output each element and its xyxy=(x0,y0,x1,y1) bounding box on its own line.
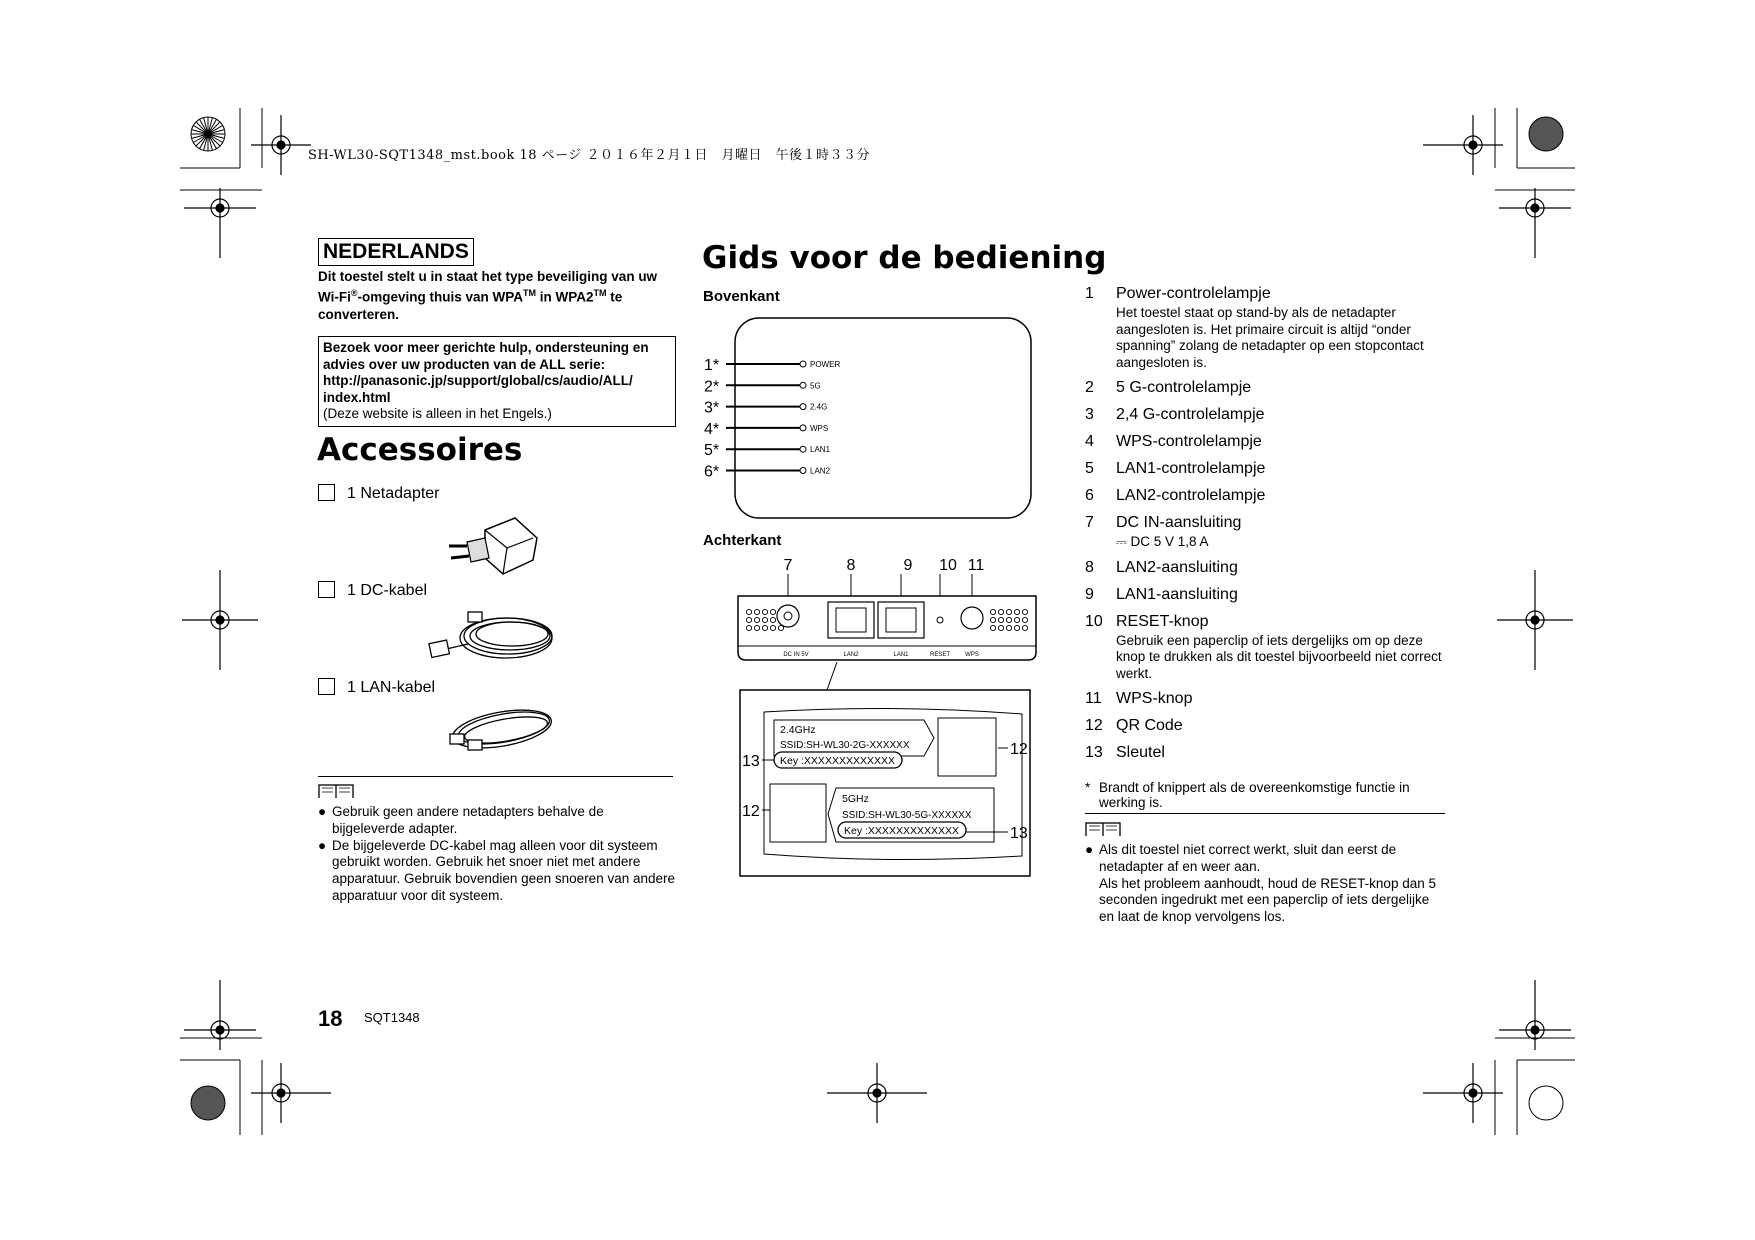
part-name: 5 G-controlelampje xyxy=(1116,379,1252,396)
book-icon xyxy=(1085,822,1121,836)
port-label: LAN2 xyxy=(843,652,859,658)
led-indicator xyxy=(800,425,806,431)
list-item xyxy=(1085,284,1445,371)
accessory-item: 1 DC-kabel xyxy=(318,581,427,600)
wps-button xyxy=(961,607,983,629)
accessories-title: Accessoires xyxy=(317,432,523,468)
reset-hole xyxy=(937,617,943,623)
list-item xyxy=(1085,716,1445,736)
part-name: LAN2-controlelampje xyxy=(1116,487,1266,504)
part-description: Het toestel staat op stand-by als de netadapter aangesloten is. Het primaire circuit is altijd “onder spanning” zolang de netadapter op een stopcontact aangesloten is. xyxy=(1116,305,1424,370)
book-icon xyxy=(318,784,354,798)
list-item xyxy=(1085,612,1445,683)
checkbox-icon xyxy=(318,484,335,501)
footnote: * Brandt of knippert als de overeenkomstige functie in werking is. xyxy=(1085,780,1410,810)
callout-label: 11 xyxy=(967,557,985,574)
part-number: 1 xyxy=(1085,285,1094,302)
callout-label: 13 xyxy=(742,753,760,770)
part-name: DC IN-aansluiting xyxy=(1116,514,1242,531)
dc-cable-illustration xyxy=(428,608,558,668)
top-view-diagram xyxy=(700,314,1040,522)
label-ssid: SSID:SH-WL30-5G-XXXXXX xyxy=(842,810,972,821)
part-name: WPS-controlelampje xyxy=(1116,433,1262,450)
part-name: RESET-knop xyxy=(1116,612,1209,630)
port-label: RESET xyxy=(929,652,951,658)
part-number: 8 xyxy=(1085,558,1094,576)
led-indicator xyxy=(800,382,806,388)
troubleshoot-note xyxy=(1085,842,1445,926)
list-item xyxy=(1085,378,1445,398)
list-item: ● De bijgeleverde DC-kabel mag alleen voor dit systeem gebruikt worden. Gebruik het snoer niet met andere apparatuur. Gebruik bovendien geen snoeren van andere apparatuur voor dit systeem. xyxy=(318,837,676,903)
qr-code-placeholder xyxy=(770,784,826,842)
checkbox-icon xyxy=(318,678,335,695)
led-indicator xyxy=(800,446,806,452)
label-ssid: SSID:SH-WL30-2G-XXXXXX xyxy=(780,740,910,751)
top-view-label: Bovenkant xyxy=(703,288,780,305)
label-band: 2.4GHz xyxy=(780,724,816,736)
part-name: LAN1-aansluiting xyxy=(1116,585,1238,603)
part-name: Sleutel xyxy=(1116,744,1165,761)
part-name: QR Code xyxy=(1116,717,1183,734)
print-header: SH-WL30-SQT1348_mst.book 18 ページ ２０１６年２月１日 月曜日 午後１時３３分 xyxy=(308,148,871,163)
led-label: 2.4G xyxy=(810,402,828,412)
lan-cable-illustration xyxy=(440,704,560,760)
parts-list xyxy=(1085,284,1445,770)
port-label: LAN1 xyxy=(893,652,909,658)
port-label: DC IN 5V xyxy=(783,652,809,658)
callout-label: 9 xyxy=(903,557,913,574)
list-item xyxy=(1085,486,1445,506)
label-key: Key :XXXXXXXXXXXXX xyxy=(780,755,895,767)
callout-label: 7 xyxy=(783,557,793,574)
list-item: ● Als dit toestel niet correct werkt, sluit dan eerst de netadapter af en weer aan. Als het probleem aanhoudt, houd de RESET-knop dan 5 seconden ingedrukt met een paperclip of iets dergelijke en laat de knop vervolgens los. xyxy=(1085,842,1436,925)
list-item xyxy=(1085,405,1445,425)
led-label: LAN2 xyxy=(810,466,831,476)
part-number: 2 xyxy=(1085,379,1094,396)
list-item xyxy=(1085,689,1445,709)
page-number: 18 xyxy=(318,1006,343,1031)
language-tab: NEDERLANDS xyxy=(318,238,474,266)
help-text: Bezoek voor meer gerichte hulp, ondersteuning en advies over uw producten van de ALL serie: http://panasonic.jp/support/global/cs/audio/ALL/ index.html xyxy=(323,340,649,405)
rear-view-diagram xyxy=(732,552,1042,882)
callout-label: 10 xyxy=(939,557,957,574)
part-name: WPS-knop xyxy=(1116,690,1193,707)
list-item xyxy=(1085,513,1445,551)
led-label: 5G xyxy=(810,381,821,391)
part-number: 12 xyxy=(1085,717,1103,734)
part-number: 6 xyxy=(1085,487,1094,504)
accessory-item: 1 LAN-kabel xyxy=(318,678,435,697)
part-number: 3 xyxy=(1085,406,1094,423)
divider xyxy=(318,776,673,777)
led-indicator xyxy=(800,468,806,474)
part-number: 9 xyxy=(1085,585,1094,603)
accessory-item: 1 Netadapter xyxy=(318,484,440,503)
callout-label: 13 xyxy=(1010,825,1028,842)
part-number: 11 xyxy=(1085,690,1102,707)
list-item xyxy=(1085,585,1445,605)
part-name: LAN2-aansluiting xyxy=(1116,558,1238,576)
part-number: 7 xyxy=(1085,514,1094,531)
list-item xyxy=(1085,743,1445,763)
guide-title: Gids voor de bediening xyxy=(702,240,1107,276)
part-number: 4 xyxy=(1085,433,1094,450)
rear-view-label: Achterkant xyxy=(703,532,782,549)
list-item xyxy=(1085,432,1445,452)
list-item: ● Gebruik geen andere netadapters behalve de bijgeleverde adapter. xyxy=(318,804,604,836)
part-name: LAN1-controlelampje xyxy=(1116,460,1266,477)
qr-code-placeholder xyxy=(938,718,996,776)
led-indicator xyxy=(800,404,806,410)
list-item xyxy=(1085,459,1445,479)
port-label: WPS xyxy=(965,652,979,658)
callout-label: 12 xyxy=(742,803,760,820)
list-item xyxy=(1085,558,1445,578)
led-label: WPS xyxy=(810,423,829,433)
callout-label: 6* xyxy=(704,463,720,481)
part-number: 10 xyxy=(1085,612,1103,630)
callout-label: 8 xyxy=(846,557,856,574)
callout-label: 1* xyxy=(704,357,720,374)
part-name: Power-controlelampje xyxy=(1116,285,1271,302)
checkbox-icon xyxy=(318,581,335,598)
part-description: Gebruik een paperclip of iets dergelijks om op deze knop te drukken als dit toestel bijvoorbeeld niet correct werkt. xyxy=(1116,632,1442,681)
led-label: LAN1 xyxy=(810,445,831,455)
callout-label: 5* xyxy=(704,442,720,460)
part-description: ⎓ DC 5 V 1,8 A xyxy=(1116,534,1209,549)
callout-label: 12 xyxy=(1010,741,1028,758)
intro-text: Dit toestel stelt u in staat het type beveiliging van uw Wi-Fi®-omgeving thuis van WPA™ in WPA2™ te converteren. xyxy=(318,269,658,322)
part-number: 5 xyxy=(1085,460,1094,477)
callout-label: 4* xyxy=(704,420,720,438)
part-name: 2,4 G-controlelampje xyxy=(1116,406,1265,423)
doc-code: SQT1348 xyxy=(364,1010,420,1025)
callout-label: 3* xyxy=(704,399,720,417)
label-key: Key :XXXXXXXXXXXXX xyxy=(844,825,959,837)
led-label: POWER xyxy=(810,360,841,369)
ac-adapter-illustration xyxy=(445,512,545,582)
help-note: (Deze website is alleen in het Engels.) xyxy=(323,406,552,421)
callout-label: 2* xyxy=(704,378,720,396)
divider xyxy=(1085,813,1445,814)
part-number: 13 xyxy=(1085,744,1103,761)
accessory-notes xyxy=(318,804,678,905)
help-box xyxy=(318,336,676,427)
device-top-outline xyxy=(735,318,1031,518)
led-indicator xyxy=(800,361,806,367)
label-band: 5GHz xyxy=(842,793,869,805)
